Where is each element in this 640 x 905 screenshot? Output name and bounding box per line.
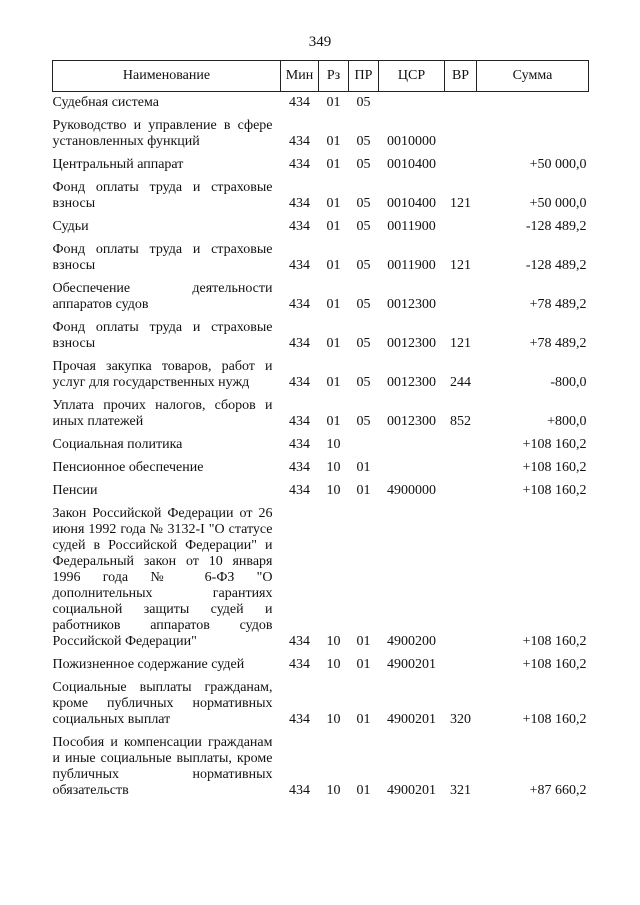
- cell-rz: 10: [326, 712, 341, 727]
- cell-vr: [445, 216, 477, 239]
- cell-name: Фонд оплаты труда и страховые взносы: [52, 180, 273, 211]
- cell-csr: 4900201: [387, 712, 436, 727]
- cell-vr: [445, 92, 477, 116]
- cell-rz: 01: [326, 219, 341, 234]
- cell-csr: 4900200: [387, 634, 436, 649]
- cell-name: Обеспечение деятельности аппаратов судов: [52, 281, 273, 312]
- cell-pr: 01: [356, 634, 371, 649]
- cell-pr: 05: [356, 297, 371, 312]
- cell-name: Судьи: [52, 219, 89, 234]
- cell-rz: 01: [326, 95, 341, 110]
- table-row: [53, 177, 589, 216]
- cell-min: 434: [289, 712, 310, 727]
- table-row: [53, 677, 589, 732]
- table-row: [53, 395, 589, 434]
- cell-pr: 05: [356, 336, 371, 351]
- cell-csr: 0012300: [387, 297, 436, 312]
- cell-vr: [445, 503, 477, 654]
- table-row: [53, 278, 589, 317]
- cell-sum: +87 660,2: [529, 783, 587, 798]
- cell-csr: 0012300: [387, 336, 436, 351]
- header-min: Мин: [281, 61, 319, 92]
- cell-pr: 05: [356, 375, 371, 390]
- cell-sum: +108 160,2: [522, 712, 587, 727]
- cell-rz: 10: [326, 483, 341, 498]
- cell-csr: 0010400: [387, 196, 436, 211]
- cell-sum: -800,0: [550, 375, 587, 390]
- cell-min: 434: [289, 219, 310, 234]
- table-row: [53, 457, 589, 480]
- cell-pr: 05: [356, 196, 371, 211]
- cell-min: 434: [289, 460, 310, 475]
- cell-pr: 05: [356, 157, 371, 172]
- cell-rz: 01: [326, 375, 341, 390]
- page-number: 349: [308, 34, 332, 50]
- header-name: Наименование: [53, 61, 281, 92]
- cell-rz: 01: [326, 414, 341, 429]
- table-row: [53, 732, 589, 803]
- cell-rz: 10: [326, 657, 341, 672]
- cell-min: 434: [289, 95, 310, 110]
- cell-pr: [349, 434, 379, 457]
- cell-name: Фонд оплаты труда и страховые взносы: [52, 242, 273, 273]
- cell-vr: [445, 480, 477, 503]
- cell-pr: 01: [356, 783, 371, 798]
- cell-sum: +108 160,2: [522, 634, 587, 649]
- table-row: [53, 239, 589, 278]
- cell-vr: 121: [450, 258, 471, 273]
- table-row: [53, 92, 589, 116]
- cell-name: Пожизненное содержание судей: [52, 657, 245, 672]
- cell-name: Прочая закупка товаров, работ и услуг для государственных нужд: [52, 359, 273, 390]
- header-pr: ПР: [349, 61, 379, 92]
- cell-sum: +50 000,0: [529, 196, 587, 211]
- cell-vr: [445, 434, 477, 457]
- cell-min: 434: [289, 134, 310, 149]
- cell-csr: 4900201: [387, 657, 436, 672]
- cell-vr: [445, 654, 477, 677]
- cell-min: 434: [289, 196, 310, 211]
- cell-name: Центральный аппарат: [52, 157, 184, 172]
- cell-vr: [445, 115, 477, 154]
- table-row: [53, 356, 589, 395]
- table-header-row: [53, 61, 589, 92]
- cell-rz: 01: [326, 196, 341, 211]
- cell-csr: 0010400: [387, 157, 436, 172]
- cell-csr: 0010000: [387, 134, 436, 149]
- cell-csr: [379, 457, 445, 480]
- cell-rz: 01: [326, 258, 341, 273]
- header-csr: ЦСР: [379, 61, 445, 92]
- cell-csr: 0011900: [387, 219, 436, 234]
- cell-min: 434: [289, 634, 310, 649]
- cell-csr: 4900201: [387, 783, 436, 798]
- cell-pr: 01: [356, 657, 371, 672]
- cell-pr: 01: [356, 460, 371, 475]
- cell-rz: 10: [326, 634, 341, 649]
- table-row: [53, 503, 589, 654]
- cell-sum: +108 160,2: [522, 483, 587, 498]
- table-row: [53, 115, 589, 154]
- cell-min: 434: [289, 483, 310, 498]
- cell-vr: [445, 154, 477, 177]
- cell-vr: 852: [450, 414, 471, 429]
- cell-sum: +108 160,2: [522, 657, 587, 672]
- cell-csr: 4900000: [387, 483, 436, 498]
- cell-vr: 121: [450, 196, 471, 211]
- cell-pr: 05: [356, 414, 371, 429]
- cell-csr: 0012300: [387, 414, 436, 429]
- cell-rz: 01: [326, 134, 341, 149]
- cell-rz: 10: [326, 437, 341, 452]
- cell-vr: [445, 457, 477, 480]
- cell-sum: +108 160,2: [522, 437, 587, 452]
- cell-sum: +78 489,2: [529, 336, 587, 351]
- table-row: [53, 654, 589, 677]
- cell-pr: 05: [356, 219, 371, 234]
- cell-name: Пенсионное обеспечение: [52, 460, 204, 475]
- cell-name: Фонд оплаты труда и страховые взносы: [52, 320, 273, 351]
- cell-sum: [477, 115, 589, 154]
- cell-min: 434: [289, 157, 310, 172]
- table-row: [53, 317, 589, 356]
- cell-min: 434: [289, 783, 310, 798]
- cell-name: Руководство и управление в сфере установленных функций: [52, 118, 273, 149]
- cell-name: Судебная система: [52, 95, 159, 110]
- cell-name: Социальная политика: [52, 437, 183, 452]
- cell-vr: 320: [450, 712, 471, 727]
- cell-min: 434: [289, 375, 310, 390]
- cell-csr: [379, 434, 445, 457]
- cell-sum: [477, 92, 589, 116]
- cell-sum: -128 489,2: [525, 258, 587, 273]
- cell-name: Закон Российской Федерации от 26 июня 1992 года № 3132-I "О статусе судей в Российской Федерации" и Федеральный закон от 10 января 1996 года № 6-ФЗ "О дополнительных гарантиях социальной защиты судей и работников аппаратов судов Российской Федерации": [52, 506, 273, 649]
- table-row: [53, 434, 589, 457]
- budget-table: [52, 60, 589, 803]
- cell-sum: +800,0: [547, 414, 587, 429]
- cell-sum: +78 489,2: [529, 297, 587, 312]
- cell-rz: 01: [326, 157, 341, 172]
- cell-min: 434: [289, 437, 310, 452]
- cell-min: 434: [289, 297, 310, 312]
- cell-vr: 244: [450, 375, 471, 390]
- table-row: [53, 216, 589, 239]
- cell-name: Пенсии: [52, 483, 98, 498]
- cell-pr: 01: [356, 483, 371, 498]
- cell-csr: 0012300: [387, 375, 436, 390]
- header-rz: Рз: [319, 61, 349, 92]
- table-row: [53, 480, 589, 503]
- cell-name: Социальные выплаты гражданам, кроме публичных нормативных социальных выплат: [52, 680, 273, 727]
- cell-sum: -128 489,2: [525, 219, 587, 234]
- table-body: [53, 92, 589, 804]
- cell-name: Пособия и компенсации гражданам и иные социальные выплаты, кроме публичных нормативных обязательств: [52, 735, 273, 798]
- cell-sum: +50 000,0: [529, 157, 587, 172]
- cell-rz: 10: [326, 460, 341, 475]
- cell-rz: 01: [326, 336, 341, 351]
- cell-pr: 01: [356, 712, 371, 727]
- cell-vr: 121: [450, 336, 471, 351]
- table-row: [53, 154, 589, 177]
- cell-csr: 0011900: [387, 258, 436, 273]
- cell-name: Уплата прочих налогов, сборов и иных платежей: [52, 398, 273, 429]
- cell-min: 434: [289, 336, 310, 351]
- header-sum: Сумма: [477, 61, 589, 92]
- cell-vr: 321: [450, 783, 471, 798]
- header-vr: ВР: [445, 61, 477, 92]
- cell-rz: 01: [326, 297, 341, 312]
- cell-sum: +108 160,2: [522, 460, 587, 475]
- cell-rz: 10: [326, 783, 341, 798]
- cell-min: 434: [289, 657, 310, 672]
- cell-csr: [379, 92, 445, 116]
- cell-pr: 05: [356, 134, 371, 149]
- cell-pr: 05: [356, 258, 371, 273]
- cell-vr: [445, 278, 477, 317]
- cell-min: 434: [289, 414, 310, 429]
- cell-min: 434: [289, 258, 310, 273]
- cell-pr: 05: [356, 95, 371, 110]
